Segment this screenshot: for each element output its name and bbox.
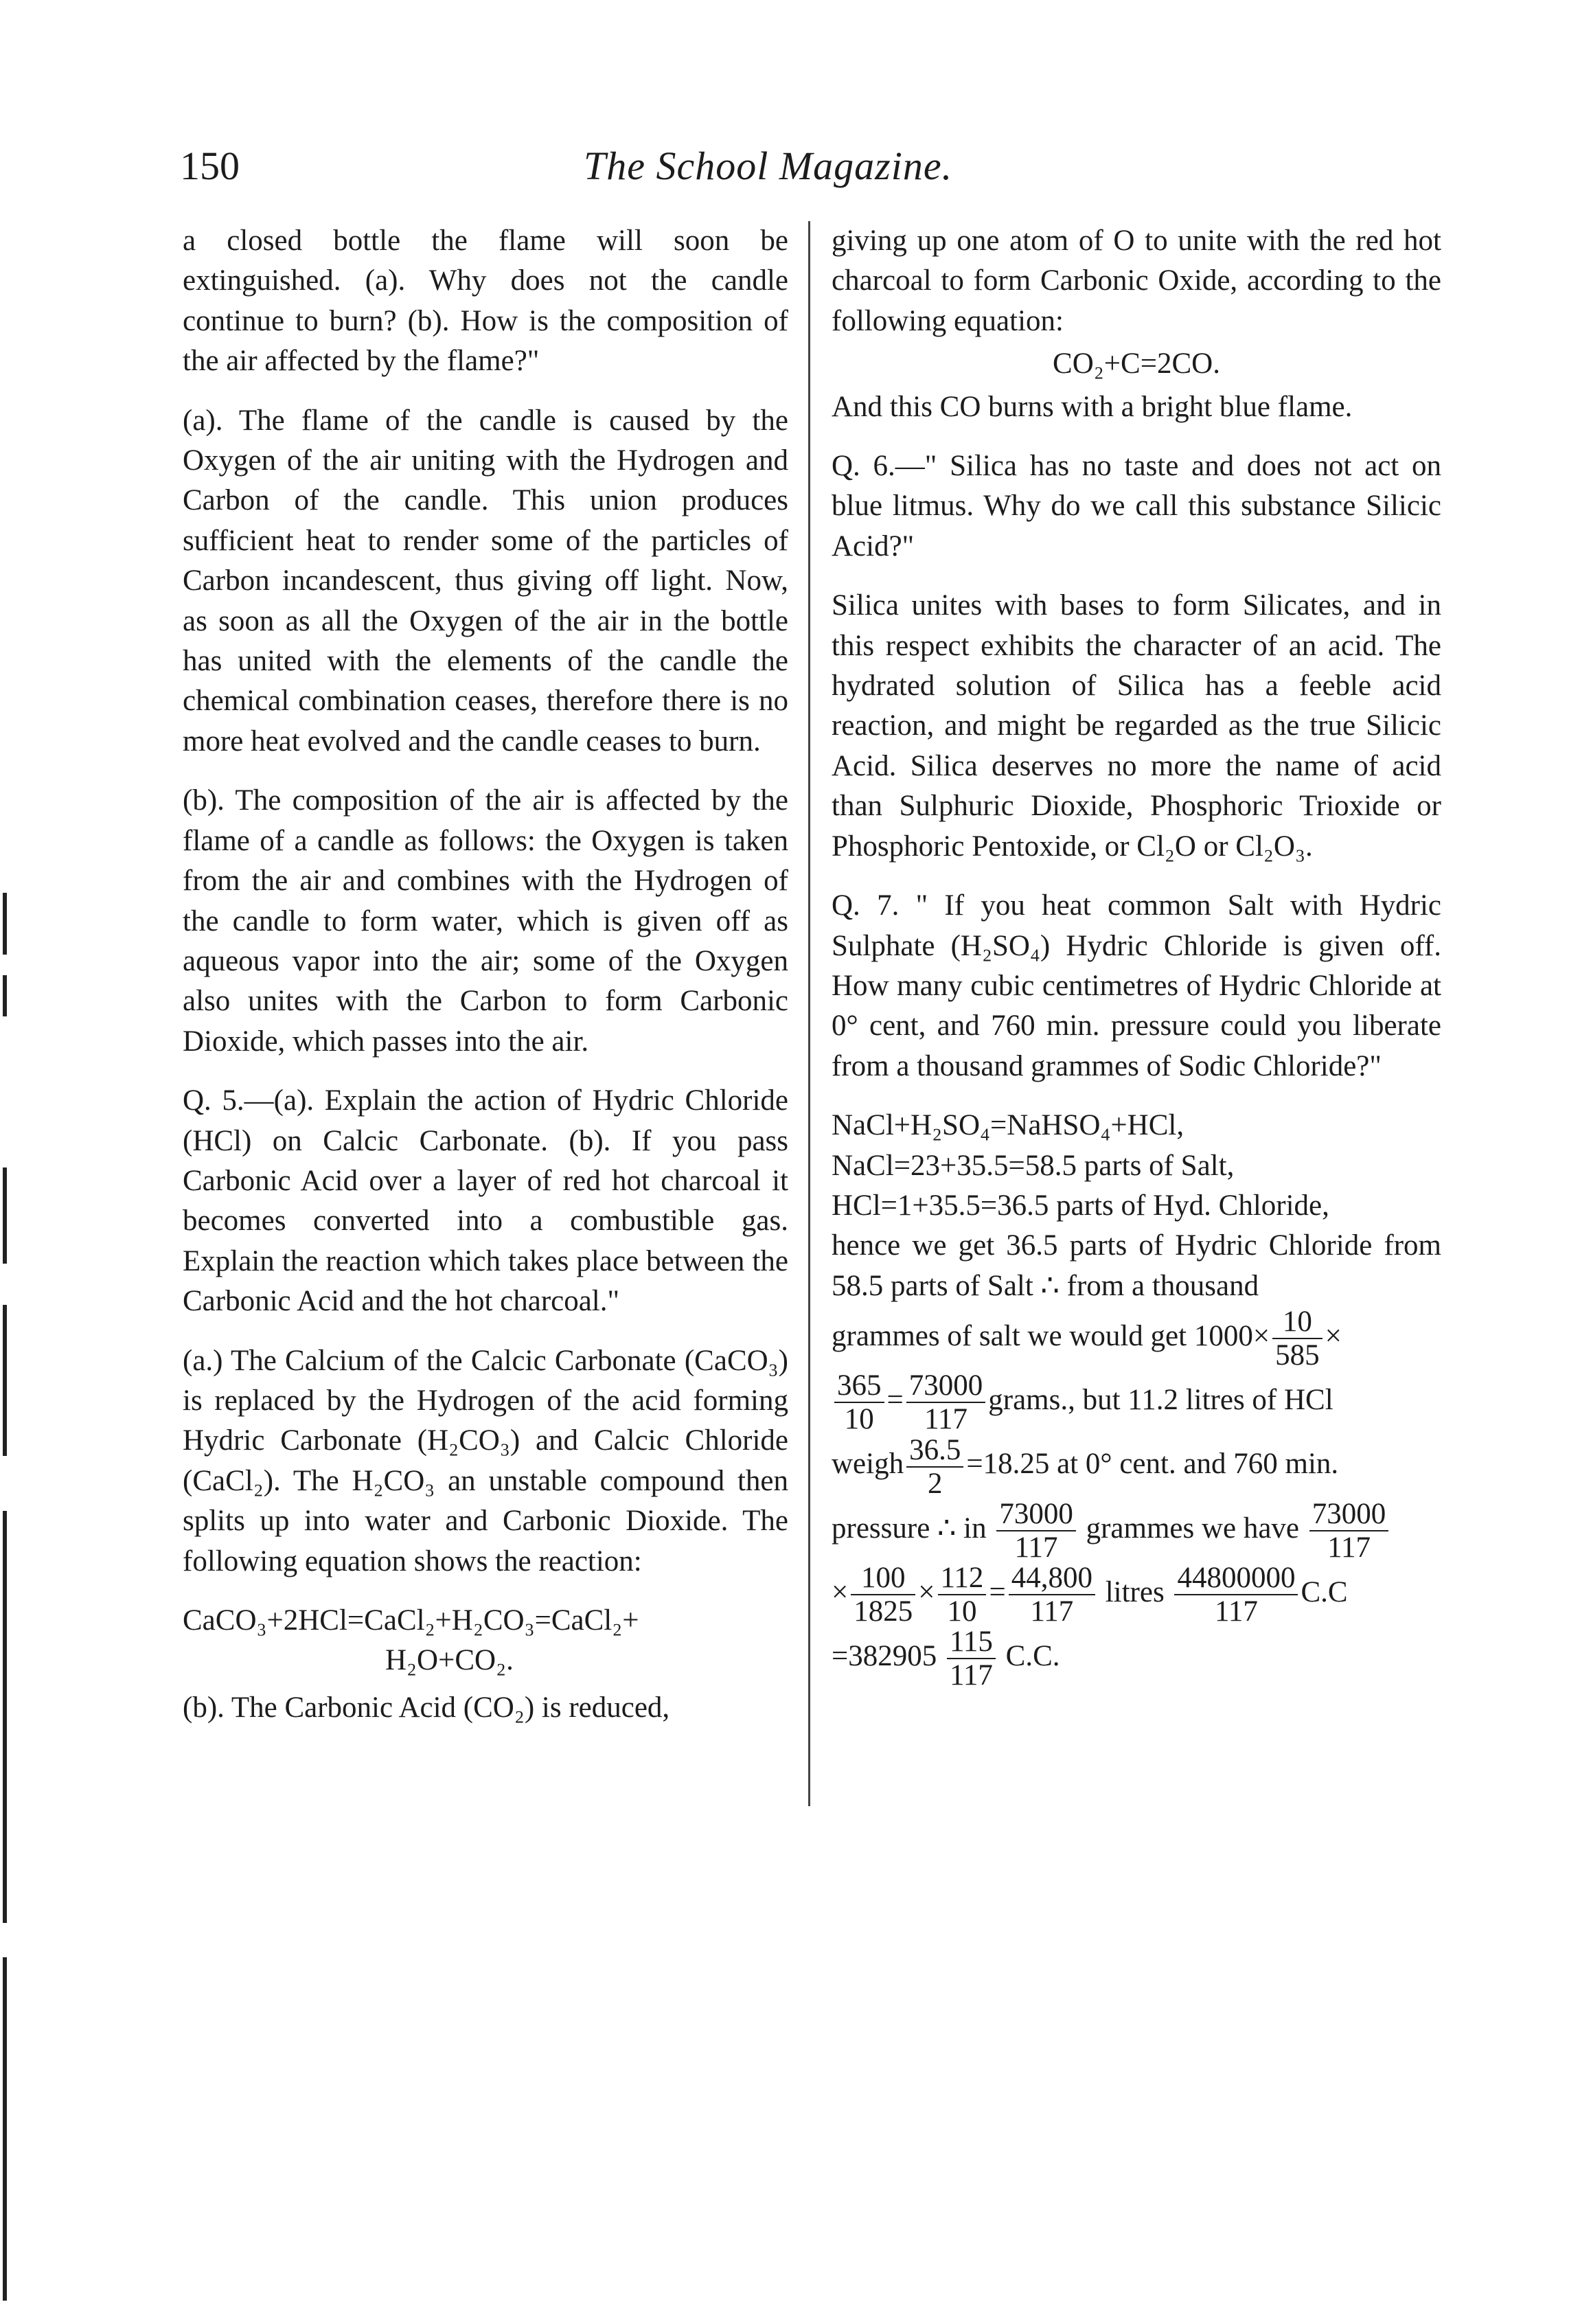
paragraph: hence we get 36.5 parts of Hydric Chloride from 58.5 parts of Salt ∴ from a thousand: [832, 1229, 1441, 1302]
calc-text: weigh: [832, 1448, 904, 1481]
calc-text: C.C: [1301, 1575, 1348, 1608]
calc-text: C.C.: [1005, 1639, 1060, 1672]
equation-line: H₂O+CO₂.: [385, 1644, 514, 1677]
denominator: 117: [1014, 1531, 1058, 1564]
calc-text: ×: [918, 1575, 935, 1608]
fraction: [938, 1563, 987, 1626]
equation-line: CaCO₃+2HCl=CaCl₂+H₂CO₃=CaCl₂+: [183, 1604, 639, 1637]
paragraph: Q. 5.—(a). Explain the action of Hydric Chloride (HCl) on Calcic Carbonate. (b). If you pass Carbonic Acid over a layer of red hot charcoal it becomes converted into a combustible gas. Explain the reaction which takes place between the Carbonic Acid and the hot charcoal.": [183, 1084, 788, 1318]
left-column: [183, 221, 788, 1747]
fraction: [851, 1563, 915, 1626]
calc-text: ×: [832, 1575, 849, 1608]
paragraph: (b). The Carbonic Acid (CO₂) is reduced,: [183, 1691, 670, 1724]
denominator: 10: [844, 1403, 874, 1436]
scan-edge-mark: [3, 975, 7, 1016]
numerator: 10: [1272, 1307, 1323, 1339]
fraction: [834, 1371, 884, 1434]
equation-line: NaCl+H₂SO₄=NaHSO₄+HCl,: [832, 1109, 1184, 1142]
numerator: 73000: [996, 1499, 1076, 1531]
scan-edge-mark: [3, 1957, 7, 2301]
equation: CO₂+C=2CO.: [1053, 348, 1220, 380]
fraction: [1009, 1563, 1095, 1626]
calculation-block: [832, 1306, 1441, 1690]
fraction: [906, 1435, 963, 1499]
fraction: [1309, 1499, 1389, 1562]
fraction: [906, 1371, 986, 1434]
calc-text: grammes we have: [1086, 1512, 1300, 1545]
numerator: 115: [947, 1627, 996, 1659]
calc-text: litres: [1105, 1575, 1165, 1608]
calc-text: =: [886, 1384, 904, 1417]
fraction: [1272, 1307, 1323, 1370]
calc-line: [832, 1434, 1441, 1498]
numerator: 112: [938, 1563, 987, 1595]
calc-line: [832, 1499, 1441, 1562]
column-rule: [808, 221, 810, 1806]
page-number: 150: [180, 144, 240, 188]
fraction: [996, 1499, 1076, 1562]
denominator: 2: [927, 1467, 943, 1500]
numerator: 73000: [906, 1371, 986, 1403]
numerator: 44,800: [1009, 1563, 1095, 1595]
paragraph: giving up one atom of O to unite with the red hot charcoal to form Carbonic Oxide, according to the following equation:: [832, 225, 1441, 337]
calc-text: grams., but 11.2 litres of HCl: [988, 1384, 1333, 1417]
equation-line: NaCl=23+35.5=58.5 parts of Salt,: [832, 1149, 1235, 1182]
numerator: 365: [834, 1371, 884, 1403]
denominator: 117: [1030, 1595, 1074, 1628]
denominator: 10: [947, 1595, 977, 1628]
scan-edge-mark: [3, 893, 7, 955]
right-column: [832, 221, 1441, 1690]
calc-text: ×: [1325, 1320, 1342, 1353]
denominator: 117: [1214, 1595, 1258, 1628]
calc-text: grammes of salt we would get 1000×: [832, 1320, 1270, 1353]
paragraph: Q. 7. " If you heat common Salt with Hydric Sulphate (H₂SO₄) Hydric Chloride is given off. How many cubic centimetres of Hydric Chloride at 0° cent, and 760 min. pressure could you liberate from a thousand grammes of Sodic Chloride?": [832, 889, 1441, 1082]
scan-edge-mark: [3, 1305, 7, 1456]
denominator: 1825: [854, 1595, 913, 1628]
calc-line: [832, 1626, 1441, 1690]
paragraph: a closed bottle the flame will soon be extinguished. (a). Why does not the candle continue to burn? (b). How is the composition of the air affected by the flame?": [183, 225, 788, 378]
denominator: 117: [950, 1659, 993, 1691]
equation-line: HCl=1+35.5=36.5 parts of Hyd. Chloride,: [832, 1189, 1329, 1222]
paragraph: Silica unites with bases to form Silicates, and in this respect exhibits the character of an acid. The hydrated solution of Silica has a feeble acid reaction, and might be regarded as the true Silicic Acid. Silica deserves no more the name of acid than Sulphuric Dioxide, Phosphoric Trioxide or Phosphoric Pentoxide, or Cl₂O or Cl₂O₃.: [832, 589, 1441, 863]
paragraph: (a). The flame of the candle is caused by the Oxygen of the air uniting with the Hydrogen and Carbon of the candle. This union produces sufficient heat to render some of the particles of Carbon incandescent, thus giving off light. Now, as soon as all the Oxygen of the air in the bottle has united with the elements of the candle the chemical combination ceases, therefore there is no more heat evolved and the candle ceases to burn.: [183, 404, 788, 757]
calc-text: pressure ∴ in: [832, 1512, 987, 1545]
numerator: 100: [851, 1563, 915, 1595]
paragraph: (b). The composition of the air is affected by the flame of a candle as follows: the Oxygen is taken from the air and combines with the Hydrogen of the candle to form water, which is given off as aqueous vapor into the air; some of the Oxygen also unites with the Carbon to form Carbonic Dioxide, which passes into the air.: [183, 784, 788, 1058]
denominator: 585: [1275, 1339, 1320, 1372]
fraction: [1174, 1563, 1298, 1626]
calc-text: =382905: [832, 1639, 937, 1672]
paragraph: And this CO burns with a bright blue flame.: [832, 390, 1353, 423]
denominator: 117: [924, 1403, 968, 1436]
calc-line: [832, 1562, 1441, 1626]
calc-line: [832, 1306, 1441, 1370]
numerator: 36.5: [906, 1435, 963, 1468]
denominator: 117: [1327, 1531, 1371, 1564]
fraction: [947, 1627, 996, 1690]
numerator: 73000: [1309, 1499, 1389, 1531]
calc-line: [832, 1370, 1441, 1434]
calc-text: =: [989, 1575, 1006, 1608]
scan-edge-mark: [3, 1511, 7, 1923]
numerator: 44800000: [1174, 1563, 1298, 1595]
scan-edge-mark: [3, 1167, 7, 1264]
paragraph: (a.) The Calcium of the Calcic Carbonate (CaCO₃) is replaced by the Hydrogen of the acid forming Hydric Carbonate (H₂CO₃) and Calcic Chloride (CaCl₂). The H₂CO₃ an unstable compound then splits up into water and Carbonic Dioxide. The following equation shows the reaction:: [183, 1344, 788, 1577]
paragraph: Q. 6.—" Silica has no taste and does not act on blue litmus. Why do we call this substance Silicic Acid?": [832, 450, 1441, 562]
calc-text: =18.25 at 0° cent. and 760 min.: [966, 1448, 1339, 1481]
equation: [183, 1601, 788, 1681]
running-title: The School Magazine.: [584, 144, 953, 188]
